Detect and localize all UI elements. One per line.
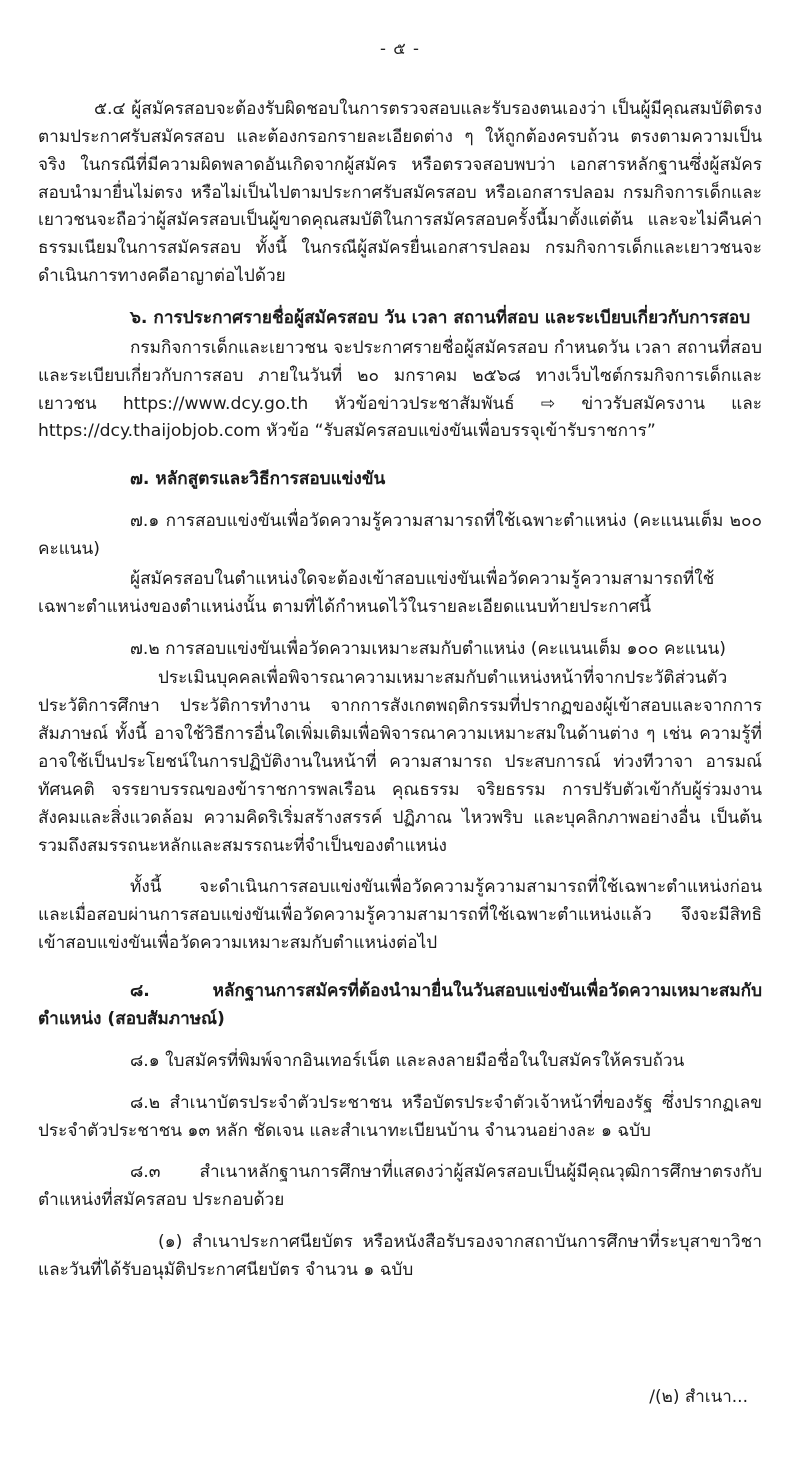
heading-section-6: ๖. การประกาศรายชื่อผู้สมัครสอบ วัน เวลา สถานที่สอบ และระเบียบเกี่ยวกับการสอบ [130, 308, 751, 329]
paragraph-7-closing: ทั้งนี้ จะดำเนินการสอบแข่งขันเพื่อวัดความรู้ความสามารถที่ใช้เฉพาะตำแหน่งก่อน และเมื่อสอบผ่านการสอบแข่งขันเพื่อวัดความรู้ความสามารถที่ใช้เฉพาะตำแหน่งแล้ว จึงจะมีสิทธิเข้าสอบแข่งขันเพื่อวัดความเหมาะสมกับตำแหน่งต่อไป [38, 877, 762, 954]
paragraph-7-1-heading: ๗.๑ การสอบแข่งขันเพื่อวัดความรู้ความสามารถที่ใช้เฉพาะตำแหน่ง (คะแนนเต็ม ๒๐๐ คะแนน) [38, 511, 762, 560]
heading-section-8: ๘. หลักฐานการสมัครที่ต้องนำมายื่นในวันสอบแข่งขันเพื่อวัดความเหมาะสมกับตำแหน่ง (สอบสัมภาษณ์) [38, 981, 762, 1029]
page-number: - ๕ - [380, 39, 420, 58]
paragraph-7-1-body: ผู้สมัครสอบในตำแหน่งใดจะต้องเข้าสอบแข่งขันเพื่อวัดความรู้ความสามารถที่ใช้เฉพาะตำแหน่งของตำแหน่งนั้น ตามที่ได้กำหนดไว้ในรายละเอียดแนบท้ายประกาศนี้ [38, 568, 715, 617]
paragraph-7-2-heading: ๗.๒ การสอบแข่งขันเพื่อวัดความเหมาะสมกับตำแหน่ง (คะแนนเต็ม ๑๐๐ คะแนน) [130, 638, 726, 659]
paragraph-5-4: ๕.๔ ผู้สมัครสอบจะต้องรับผิดชอบในการตรวจสอบและรับรองตนเองว่า เป็นผู้มีคุณสมบัติตรงตามประกาศรับสมัครสอบ และต้องกรอกรายละเอียดต่าง ๆ ให้ถูกต้องครบถ้วน ตรงตามความเป็นจริง ในกรณีที่มีความผิดพลาดอันเกิดจากผู้สมัคร หรือตรวจสอบพบว่า เอกสารหลักฐานซึ่งผู้สมัครสอบนำมายื่นไม่ตรง หรือไม่เป็นไปตามประกาศรับสมัครสอบ หรือเอกสารปลอม กรมกิจการเด็กและเยาวชนจะถือว่าผู้สมัครสอบเป็นผู้ขาดคุณสมบัติในการสมัครสอบครั้งนี้มาตั้งแต่ต้น และจะไม่คืนค่าธรรมเนียมในการสมัครสอบ ทั้งนี้ ในกรณีผู้สมัครยื่นเอกสารปลอม กรมกิจการเด็กและเยาวชนจะดำเนินการทางคดีอาญาต่อไปด้วย [38, 99, 762, 287]
footer-continuation-note: /(๒) สำเนา... [649, 1387, 748, 1407]
paragraph-8-3: ๘.๓ สำเนาหลักฐานการศึกษาที่แสดงว่าผู้สมัครสอบเป็นผู้มีคุณวุฒิการศึกษาตรงกับตำแหน่งที่สมัครสอบ ประกอบด้วย [38, 1162, 762, 1211]
paragraph-7-2-body: ประเมินบุคคลเพื่อพิจารณาความเหมาะสมกับตำแหน่งหน้าที่จากประวัติส่วนตัว ประวัติการศึกษา ประวัติการทำงาน จากการสังเกตพฤติกรรมที่ปรากฏของผู้เข้าสอบและจากการสัมภาษณ์ ทั้งนี้ อาจใช้วิธีการอื่นใดเพิ่มเติมเพื่อพิจารณาความเหมาะสมในด้านต่าง ๆ เช่น ความรู้ที่อาจใช้เป็นประโยชน์ในการปฏิบัติงานในหน้าที่ ความสามารถ ประสบการณ์ ท่วงทีวาจา อารมณ์ ทัศนคติ จรรยาบรรณของข้าราชการพลเรือน คุณธรรม จริยธรรม การปรับตัวเข้ากับผู้ร่วมงาน สังคมและสิ่งแวดล้อม ความคิดริเริ่มสร้างสรรค์ ปฏิภาณ ไหวพริบ และบุคลิกภาพอย่างอื่น เป็นต้น รวมถึงสมรรถนะหลักและสมรรถนะที่จำเป็นของตำแหน่ง [38, 668, 762, 856]
paragraph-8-2: ๘.๒ สำเนาบัตรประจำตัวประชาชน หรือบัตรประจำตัวเจ้าหน้าที่ของรัฐ ซึ่งปรากฏเลขประจำตัวประชาชน ๑๓ หลัก ชัดเจน และสำเนาทะเบียนบ้าน จำนวนอย่างละ ๑ ฉบับ [38, 1092, 762, 1141]
document-body [38, 96, 762, 1285]
paragraph-8-3-item-1: (๑) สำเนาประกาศนียบัตร หรือหนังสือรับรองจากสถาบันการศึกษาที่ระบุสาขาวิชาและวันที่ได้รับอนุมัติประกาศนียบัตร จำนวน ๑ ฉบับ [38, 1232, 762, 1280]
heading-section-7: ๗. หลักสูตรและวิธีการสอบแข่งขัน [130, 469, 386, 490]
paragraph-8-1: ๘.๑ ใบสมัครที่พิมพ์จากอินเทอร์เน็ต และลงลายมือชื่อในใบสมัครให้ครบถ้วน [130, 1050, 685, 1071]
paragraph-section-6-body: กรมกิจการเด็กและเยาวชน จะประกาศรายชื่อผู้สมัครสอบ กำหนดวัน เวลา สถานที่สอบ และระเบียบเกี่ยวกับการสอบ ภายในวันที่ ๒๐ มกราคม ๒๕๖๘ ทางเว็บไซต์กรมกิจการเด็กและเยาวชน https://www.dcy.go.th หัวข้อข่าวประชาสัมพันธ์ ⇨ ข่าวรับสมัครงาน และ https://dcy.thaijobjob.com หัวข้อ “รับสมัครสอบแข่งขันเพื่อบรรจุเข้ารับราชการ” [38, 337, 762, 442]
